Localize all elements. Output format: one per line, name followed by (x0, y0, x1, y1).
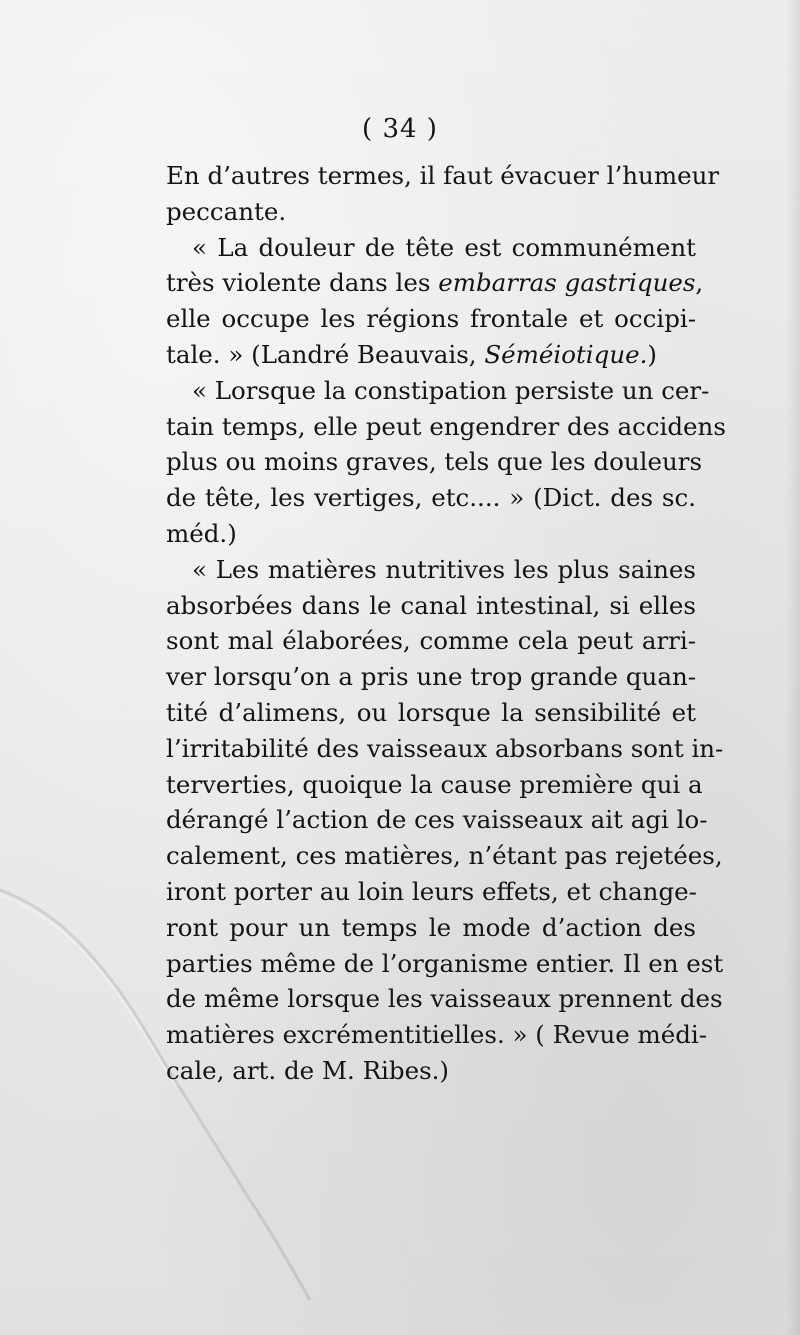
text-line (166, 838, 723, 874)
text-segment: très violente dans les (166, 268, 439, 298)
text-line (166, 946, 724, 982)
text-segment: méd.) (166, 518, 237, 548)
text-line (166, 552, 696, 588)
text-line (166, 480, 696, 516)
text-line (166, 158, 720, 194)
text-line (166, 659, 696, 695)
text-line (166, 409, 726, 445)
body-text (166, 158, 726, 1089)
page-edge-shadow (786, 0, 800, 1335)
italic-text: embarras gastriques (438, 268, 696, 298)
text-line (166, 767, 703, 803)
text-segment: peccante. (166, 196, 287, 226)
text-segment: matières excrémentitielles. » ( Revue médi- (166, 1020, 708, 1050)
text-line (166, 695, 696, 731)
text-segment: iront porter au loin leurs effets, et change- (166, 876, 697, 906)
text-segment: « Lorsque la constipation persiste un cer- (192, 375, 710, 405)
text-segment: l’irritabilité des vaisseaux absorbans sont in- (166, 733, 724, 763)
text-segment: terverties, quoique la cause première qui a (166, 769, 703, 799)
text-line (166, 373, 710, 409)
text-segment: En d’autres termes, il faut évacuer l’humeur (166, 161, 720, 190)
text-segment: ront pour un temps le mode d’action des (166, 912, 696, 942)
text-line (166, 802, 708, 838)
text-line (166, 981, 723, 1017)
text-segment: « La douleur de tête est communément (192, 232, 696, 262)
text-line (166, 301, 696, 337)
text-segment: « Les matières nutritives les plus saines (192, 554, 696, 584)
text-line (166, 1017, 708, 1053)
text-line (166, 731, 724, 767)
text-segment: sont mal élaborées, comme cela peut arri- (166, 626, 696, 656)
page-number: ( 34 ) (362, 114, 438, 144)
text-segment: tité d’alimens, ou lorsque la sensibilité et (166, 697, 696, 727)
text-segment: ver lorsqu’on a pris une trop grande quan- (166, 662, 696, 692)
text-segment: ) (647, 339, 657, 369)
text-segment: absorbées dans le canal intestinal, si elles (166, 590, 696, 620)
text-line (166, 265, 704, 301)
text-line (166, 516, 696, 552)
text-segment: elle occupe les régions frontale et occipi- (166, 304, 696, 334)
text-segment: calement, ces matières, n’étant pas rejetées, (166, 841, 723, 871)
text-segment: de même lorsque les vaisseaux prennent des (166, 984, 723, 1014)
text-line (166, 337, 696, 373)
text-segment: plus ou moins graves, tels que les douleurs (166, 447, 703, 477)
italic-text: Séméiotique. (484, 339, 648, 369)
text-segment: de tête, les vertiges, etc.... » (Dict. des sc. (166, 483, 696, 513)
text-line (166, 623, 696, 659)
text-segment: dérangé l’action de ces vaisseaux ait agi lo- (166, 805, 708, 835)
text-line (166, 194, 696, 230)
text-line (166, 910, 696, 946)
text-line (166, 874, 696, 910)
text-segment: , (695, 268, 704, 298)
text-line (166, 1053, 696, 1089)
text-segment: tale. » (Landré Beauvais, (166, 339, 485, 369)
text-line (166, 230, 696, 266)
text-segment: parties même de l’organisme entier. Il en est (166, 948, 724, 978)
text-segment: tain temps, elle peut engendrer des accidens (166, 411, 726, 441)
text-segment: cale, art. de M. Ribes.) (166, 1055, 449, 1085)
text-line (166, 444, 703, 480)
text-line (166, 588, 696, 624)
